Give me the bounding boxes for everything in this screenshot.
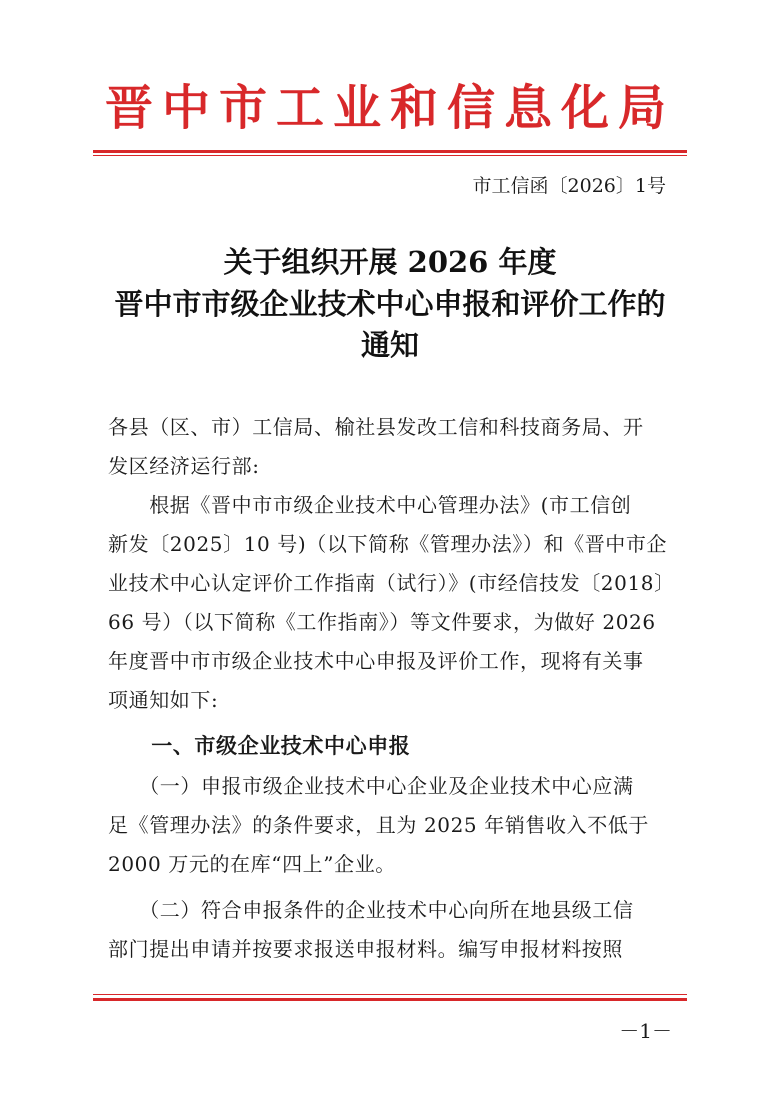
organization-header: 晋中市工业和信息化局 [104, 80, 675, 136]
title-line-1: 关于组织开展 2026 年度 [223, 245, 557, 279]
body-line: 新发〔2025〕10 号)（以下简称《管理办法》）和《晋中市企 [108, 532, 668, 556]
body-line: （一）申报市级企业技术中心企业及企业技术中心应满 [108, 774, 634, 798]
section-heading-1: 一、市级企业技术中心申报 [108, 734, 411, 758]
title-line-3: 通知 [360, 328, 419, 362]
body-line: 2000 万元的在库“四上”企业。 [108, 852, 396, 876]
footer-rule-thick [93, 998, 687, 1001]
document-number: 市工信函〔2026〕1号 [472, 175, 666, 197]
body-line: 66 号）（以下简称《工作指南》）等文件要求，为做好 2026 [108, 610, 656, 634]
body-line: 发区经济运行部: [108, 454, 260, 478]
footer-rule-thin [93, 994, 687, 995]
body-line: 足《管理办法》的条件要求，且为 2025 年销售收入不低于 [108, 813, 650, 837]
body-line: 业技术中心认定评价工作指南（试行）》(市经信技发〔2018〕 [108, 571, 675, 595]
body-line: 年度晋中市市级企业技术中心申报及评价工作，现将有关事 [108, 649, 644, 673]
header-rule-thin [93, 155, 687, 156]
body-line: 根据《晋中市市级企业技术中心管理办法》(市工信创 [108, 493, 632, 517]
body-line: （二）符合申报条件的企业技术中心向所在地县级工信 [108, 898, 634, 922]
title-line-2: 晋中市市级企业技术中心申报和评价工作的 [114, 287, 666, 321]
body-line: 部门提出申请并按要求报送申报材料。编写申报材料按照 [108, 937, 623, 961]
header-red-rule [93, 150, 687, 156]
page-number: －1－ [619, 1019, 672, 1043]
footer-red-rule [93, 994, 687, 1000]
body-line: 项通知如下: [108, 688, 219, 712]
header-rule-thick [93, 150, 687, 153]
body-line: 各县（区、市）工信局、榆社县发改工信和科技商务局、开 [108, 415, 644, 439]
